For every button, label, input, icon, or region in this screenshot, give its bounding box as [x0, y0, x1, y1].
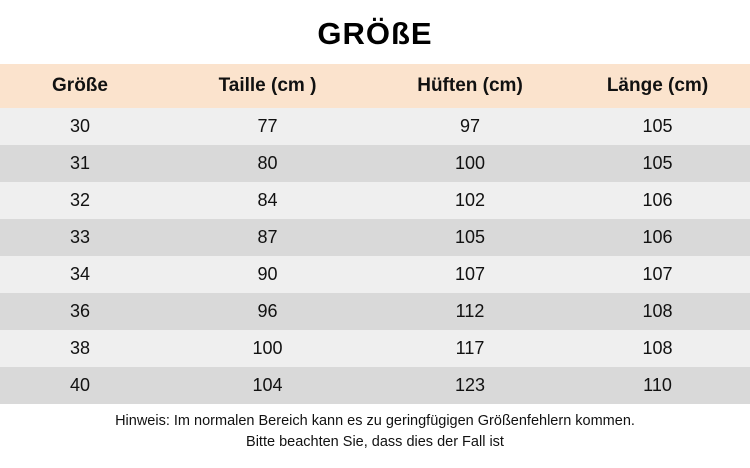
cell-hips: 97 [375, 108, 565, 145]
cell-size: 30 [0, 108, 160, 145]
cell-size: 34 [0, 256, 160, 293]
cell-waist: 90 [160, 256, 375, 293]
table-row [0, 367, 750, 404]
table-row [0, 219, 750, 256]
cell-size: 40 [0, 367, 160, 404]
cell-waist: 96 [160, 293, 375, 330]
cell-size: 33 [0, 219, 160, 256]
cell-waist: 77 [160, 108, 375, 145]
cell-length: 105 [565, 108, 750, 145]
cell-hips: 105 [375, 219, 565, 256]
cell-hips: 123 [375, 367, 565, 404]
table-body [0, 108, 750, 404]
table-header [0, 64, 750, 108]
size-table [0, 64, 750, 404]
table-row [0, 108, 750, 145]
cell-size: 32 [0, 182, 160, 219]
cell-hips: 112 [375, 293, 565, 330]
cell-waist: 84 [160, 182, 375, 219]
cell-size: 38 [0, 330, 160, 367]
cell-length: 105 [565, 145, 750, 182]
note-text [0, 404, 750, 453]
cell-hips: 100 [375, 145, 565, 182]
table-row [0, 182, 750, 219]
cell-length: 106 [565, 182, 750, 219]
table-row [0, 256, 750, 293]
page-title: GRÖßE [317, 16, 433, 51]
cell-waist: 100 [160, 330, 375, 367]
cell-hips: 107 [375, 256, 565, 293]
cell-size: 36 [0, 293, 160, 330]
table-row [0, 293, 750, 330]
column-header-hips: Hüften (cm) [375, 64, 565, 108]
cell-length: 108 [565, 330, 750, 367]
cell-hips: 102 [375, 182, 565, 219]
table-row [0, 145, 750, 182]
cell-waist: 87 [160, 219, 375, 256]
cell-length: 107 [565, 256, 750, 293]
cell-waist: 104 [160, 367, 375, 404]
note-line-2: Bitte beachten Sie, dass dies der Fall ist [246, 434, 504, 451]
cell-size: 31 [0, 145, 160, 182]
cell-hips: 117 [375, 330, 565, 367]
cell-waist: 80 [160, 145, 375, 182]
cell-length: 110 [565, 367, 750, 404]
cell-length: 106 [565, 219, 750, 256]
note-line-1: Hinweis: Im normalen Bereich kann es zu geringfügigen Größenfehlern kommen. [115, 413, 635, 429]
table-header-row [0, 64, 750, 108]
column-header-length: Länge (cm) [565, 64, 750, 108]
column-header-size: Größe [0, 64, 160, 108]
table-row [0, 330, 750, 367]
cell-length: 108 [565, 293, 750, 330]
column-header-waist: Taille (cm ) [160, 64, 375, 108]
